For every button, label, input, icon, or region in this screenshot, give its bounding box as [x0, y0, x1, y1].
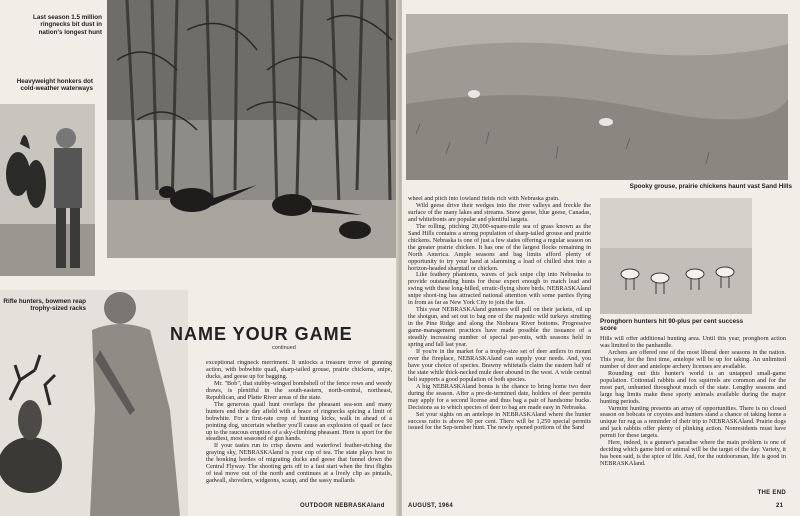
col1-paragraph: exceptional ringneck merriment. It unlocks a treasure trove of gunning action, with bobwhite quail, sharp-tailed grouse, prairie chickens, snipe, ducks, and geese up for bagging.: [206, 360, 392, 380]
col2-paragraph: If you're in the market for a trophy-size set of deer antlers to mount over the fireplace, NEBRASKAland can supply your needs. And, you have your choice of species. Brawny whitetails claim the eastern half of the state while thick-necked mule deer abound in the west. A wide central belt supports a good population of both species.: [408, 347, 591, 383]
col1-paragraph: Mr. "Bob", that stubby-winged bombshell of the fence rows and weedy draws, is plentiful in the south-eastern, north-central, northeast, Republican, and Platte River areas of the state.: [206, 379, 392, 401]
caption-honkers: [0, 78, 93, 93]
footer-left: OUTDOOR NEBRASKAland: [300, 503, 385, 509]
caption-pronghorn: [600, 318, 760, 333]
article-title: NAME YOUR GAME: [170, 324, 353, 344]
grouse-photo: [406, 14, 788, 180]
caption-grouse-text: Spooky grouse, prairie chickens haunt vast Sand Hills: [629, 183, 792, 190]
col1-paragraph: If your tastes run to crisp dawns and waterfowl feather-etching the graying sky, NEBRASKAland is your cup of tea. The state plays host to the honking hordes of migrating ducks and geese that funnel down the Central Flyway. The shooting gets off to a fast start when the first flights of teal move out of the north and continues at a lively clip as pintails, gadwall, shovelers, widgeons, scaup, and the sassy mallards: [206, 442, 392, 485]
article-column-1: [206, 360, 392, 504]
caption-pheasants-text: Last season 1.5 million ringnecks bit dust in nation's longest hunt: [33, 14, 102, 36]
footer-date: AUGUST, 1964: [408, 503, 453, 509]
continued-label: continued: [272, 345, 296, 351]
caption-rifle-text: Rifle hunters, bowmen reap trophy-sized racks: [3, 298, 86, 313]
caption-grouse: [552, 183, 792, 190]
caption-rifle: [0, 298, 86, 313]
col2-paragraph: Set your sights on an antelope in NEBRASKAland where the hunter success ratio is above 90 per cent. There will be 1,250 special permits issued for the Sep-tember hunt. The newly opened portions of the Sand: [408, 410, 591, 432]
left-page: [0, 0, 398, 516]
caption-honkers-text: Heavyweight honkers dot cold-weather waterways: [16, 78, 93, 93]
footer-page-number: 21: [776, 503, 784, 509]
article-column-2: [408, 196, 591, 502]
col2-paragraph: This year NEBRASKAland gunners will pull on their jackets, oil up the shotgun, and set out to bag one of the majestic wild turkeys strutting in the Pine Ridge and along the Niobrara River bottoms. Progressive game-management practices have made possible the issuance of a steadily increasing number of special per-mits, with seasons held in spring and fall last year.: [408, 306, 591, 349]
pheasant-photo: [107, 0, 397, 258]
caption-pheasants: [20, 14, 102, 36]
col3-paragraph: Hills will offer additional hunting area. Until this year, pronghorn action was limited to the panhandle.: [600, 336, 786, 349]
col3-paragraph: Archers are offered one of the most liberal deer seasons in the nation. This year, for the first time, antelope will be up for taking. An unlimited number of deer and antelope archery licenses are available.: [600, 348, 786, 370]
right-page: [402, 0, 800, 516]
caption-pronghorn-text: Pronghorn hunters hit 90-plus per cent success score: [600, 318, 744, 333]
pronghorn-photo: [600, 198, 752, 314]
the-end: THE END: [757, 490, 786, 496]
geese-hunter-photo: [0, 104, 95, 276]
col2-paragraph: The rolling, pitching 20,000-square-mile sea of grass known as the Sand Hills contains a strong population of sharp-tailed grouse and prairie chickens. Nebraska is one of just a few states offering a regular season on the greater prairie chicken. It has one of the largest flocks remaining in North America. Ample seasons and bag limits afford plenty of opportunity to try your hand at slamming a load of chilled shot into a horizon-headed sharptail or chicken.: [408, 222, 591, 272]
rifle-hunter-photo: [0, 290, 188, 516]
col1-paragraph: The generous quail hunt overlaps the pheasant sea-son and many hunters end their day afield with a brace of ringnecks spicing a limit of bobwhite. For a first-rate crop of hunting kicks, walk in ahead of a pointing dog, uncertain whether you'll cause an explosion of quail or face up to the raucous eruption of a sky-climbing pheasant. Here is sport for the steadiest, most seasoned of gun hands.: [206, 400, 392, 443]
col2-paragraph: Wild geese drive their wedges into the river valleys and freckle the surface of the many lakes and streams. Snow geese, blue geese, Canadas, and whitefronts are popular and plentiful targets.: [408, 201, 591, 223]
col3-paragraph: Rounding out this hunter's world is an untapped small-game population. Cottontail rabbits and fox squirrels are common and for the most part, unhunted throughout much of the state. Lengthy seasons and large bag limits make these sporty animals available during the major hunting periods.: [600, 369, 786, 405]
col3-paragraph: Here, indeed, is a gunner's paradise where the main problem is one of deciding which game bird or animal will be the target of the day. Variety, it has been said, is the spice of life. And, for the outdoorsman, life is good in NEBRASKAland.: [600, 439, 786, 468]
col3-paragraph: Varmint hunting presents an array of opportunities. There is no closed season on bobcats or coyotes and hunters stand a chance of taking home a unique fur rug as a reminder of their trip to NEBRASKAland. Prairie dogs and jack rabbits offer plenty of plinking action. Nonresidents must have permit for these targets.: [600, 404, 786, 440]
article-column-3: [600, 336, 786, 496]
col2-paragraph: wheel and pitch into lowland fields rich with Nebraska grain.: [408, 196, 560, 202]
col2-paragraph: A big NEBRASKAland bonus is the chance to bring home two deer during the season. After a pre-de-termined date, holders of deer permits may apply for a second license and thus bag a pair of handsome bucks. Decisions as to which species of deer to bag are made easy in Nebraska.: [408, 382, 591, 411]
col2-paragraph: Like feathery phantoms, waves of jack snipe clip into Nebraska to provide outstanding hunts for those expert enough to match lead and swing with these long-billed, erratic-flying shore birds. NEBRASKAland snipe shoot-ing has attracted national attention with some parties flying in from as far as New York City to join the fun.: [408, 271, 591, 307]
